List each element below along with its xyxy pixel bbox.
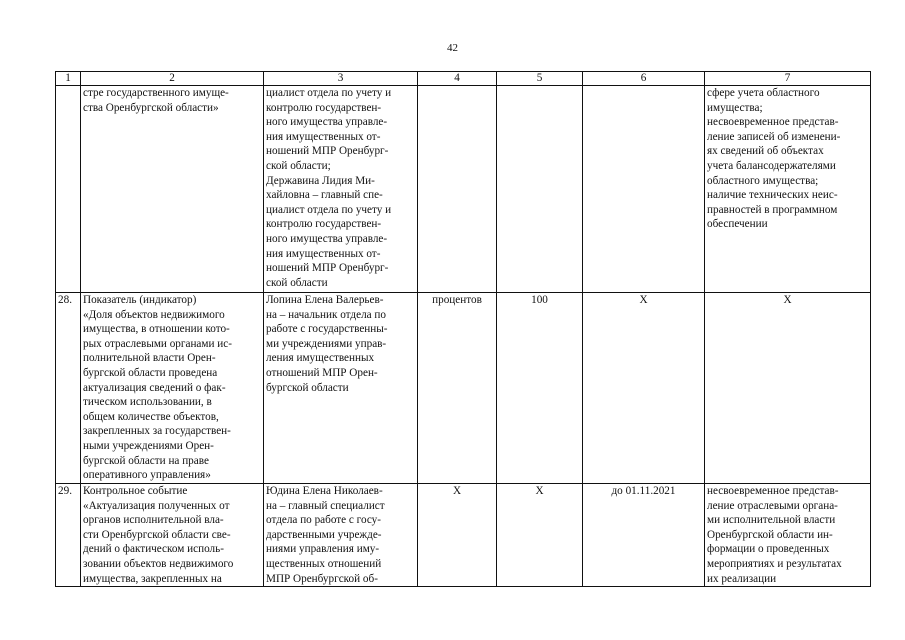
row-responsible: циалист отдела по учету и контролю государствен- ного имущества управле- ния имущественных от- ношений МПР Оренбург- ской области; Державина Лидия Ми- хайловна – главный спе- циалист отдела по учету и контролю государствен- ного имущества управле- ния имущественных от- ношений МПР Оренбург- ской области — [264, 86, 418, 293]
column-header: 7 — [705, 72, 871, 86]
row-number: 28. — [56, 293, 81, 484]
row-date — [583, 86, 705, 293]
column-header: 1 — [56, 72, 81, 86]
column-header: 5 — [497, 72, 583, 86]
row-unit: X — [418, 484, 497, 587]
document-table — [55, 71, 871, 587]
column-header: 3 — [264, 72, 418, 86]
row-risks: несвоевременное представ- ление отраслевыми органа- ми исполнительной власти Оренбургской области ин- формации о проведенных мероприятиях и результатах их реализации — [705, 484, 871, 587]
row-risks: сфере учета областного имущества; несвоевременное представ- ление записей об изменени- ях сведений об объектах учета балансодержателями областного имущества; наличие технических неис- правностей в программном обеспечении — [705, 86, 871, 293]
row-date: до 01.11.2021 — [583, 484, 705, 587]
row-name: стре государственного имуще- ства Оренбургской области» — [81, 86, 264, 293]
row-value — [497, 86, 583, 293]
row-unit — [418, 86, 497, 293]
column-header: 4 — [418, 72, 497, 86]
row-name: Показатель (индикатор) «Доля объектов недвижимого имущества, в отношении кото- рых отраслевыми органами ис- полнительной власти Орен- бургской области проведена актуализация сведений о фак- тическом использовании, в общем количестве объектов, закрепленных за государствен- ными учреждениями Орен- бургской области на праве оперативного управления» — [81, 293, 264, 484]
row-value: 100 — [497, 293, 583, 484]
column-header: 6 — [583, 72, 705, 86]
row-responsible: Юдина Елена Николаев- на – главный специалист отдела по работе с госу- дарственными учрежде- ниями управления иму- щественных отношений МПР Оренбургской об- — [264, 484, 418, 587]
table-header-row — [56, 72, 871, 86]
table-row — [56, 86, 871, 293]
column-header: 2 — [81, 72, 264, 86]
row-unit: процентов — [418, 293, 497, 484]
table-row — [56, 484, 871, 587]
row-number: 29. — [56, 484, 81, 587]
row-value: X — [497, 484, 583, 587]
table-row — [56, 293, 871, 484]
page-number: 42 — [447, 42, 458, 54]
row-risks: X — [705, 293, 871, 484]
row-number — [56, 86, 81, 293]
row-responsible: Лопина Елена Валерьев- на – начальник отдела по работе с государственны- ми учреждениями управ- ления имущественных отношений МПР Орен- бургской области — [264, 293, 418, 484]
row-date: X — [583, 293, 705, 484]
row-name: Контрольное событие «Актуализация полученных от органов исполнительной вла- сти Оренбургской области све- дений о фактическом исполь- зовании объектов недвижимого имущества, закрепленных на — [81, 484, 264, 587]
